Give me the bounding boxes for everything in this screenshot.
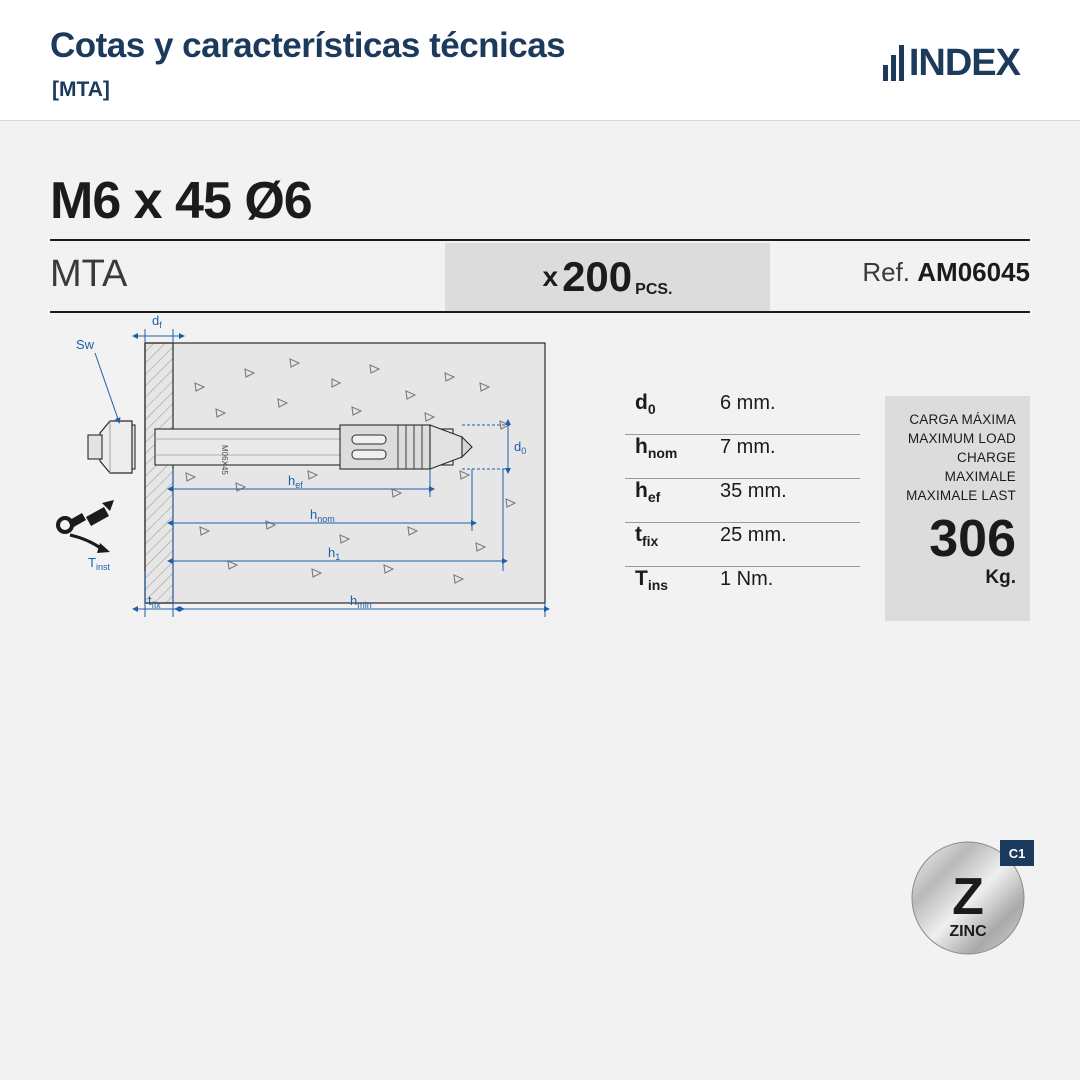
zinc-letter: Z — [952, 868, 984, 926]
table-row — [625, 391, 860, 435]
product-name: M6 x 45 Ø6 — [50, 172, 312, 230]
table-row — [625, 435, 860, 479]
spec-symbol: $t_{fix}$ — [635, 523, 659, 550]
product-reference-row — [50, 243, 1030, 311]
quantity-multiplier: x — [542, 261, 559, 292]
zinc-badge — [912, 836, 1034, 958]
quantity-unit: PCS. — [635, 281, 673, 298]
technical-drawing — [40, 313, 620, 691]
divider-top — [50, 239, 1030, 241]
quantity-number: 200 — [562, 253, 633, 300]
load-label-en: MAXIMUM LOAD — [907, 431, 1016, 446]
quantity-box — [445, 243, 770, 311]
load-label-de: MAXIMALE LAST — [906, 488, 1016, 503]
label-hmin: $h_{min}$ — [350, 593, 372, 610]
label-tfix: $t_{fix}$ — [148, 593, 161, 610]
load-label-fr: CHARGE MAXIMALE — [944, 450, 1016, 484]
spec-symbol: $h_{nom}$ — [635, 435, 678, 462]
label-hnom: $h_{nom}$ — [310, 507, 335, 524]
page-title: Cotas y características técnicas — [50, 26, 566, 65]
page-subtitle: [MTA] — [52, 78, 110, 101]
label-do: $d_0$ — [514, 439, 527, 456]
page-header — [0, 0, 1080, 121]
maximum-load-box — [885, 396, 1030, 621]
reference-label: Ref. — [862, 257, 911, 287]
logo-bars-icon — [883, 45, 905, 81]
table-row — [625, 567, 860, 610]
load-unit: Kg. — [985, 567, 1016, 588]
label-h1: $h_1$ — [328, 545, 341, 562]
spec-symbol: $T_{ins}$ — [635, 567, 669, 594]
spec-value: 6 mm. — [720, 392, 776, 414]
zinc-corner-code: C1 — [1008, 846, 1026, 861]
spec-symbol: $h_{ef}$ — [635, 479, 661, 506]
spec-value: 25 mm. — [720, 524, 787, 546]
torque-wrench-icon — [58, 500, 114, 553]
index-logo — [883, 44, 1020, 82]
logo-wordmark: INDEX — [908, 42, 1020, 84]
label-sw: Sw — [76, 337, 95, 352]
table-row — [625, 479, 860, 523]
label-tinst: $T_{inst}$ — [88, 555, 110, 572]
spec-value: 7 mm. — [720, 436, 776, 458]
label-df: $d_f$ — [152, 313, 162, 330]
label-hef: $h_{ef}$ — [288, 473, 303, 490]
spec-value: 1 Nm. — [720, 568, 774, 590]
spec-table — [625, 391, 860, 610]
reference-label-group — [862, 257, 1030, 288]
table-row — [625, 523, 860, 567]
spec-value: 35 mm. — [720, 480, 787, 502]
reference-value: AM06045 — [917, 257, 1030, 287]
zinc-label: ZINC — [949, 923, 987, 940]
bolt-marking: M06X45 — [220, 445, 229, 475]
product-code: MTA — [50, 253, 128, 295]
divider-bottom — [50, 311, 1030, 313]
spec-symbol: $d_0$ — [635, 391, 656, 418]
load-value: 306 — [929, 510, 1016, 568]
load-label-es: CARGA MÁXIMA — [909, 412, 1016, 427]
datasheet-body — [0, 121, 1080, 1080]
